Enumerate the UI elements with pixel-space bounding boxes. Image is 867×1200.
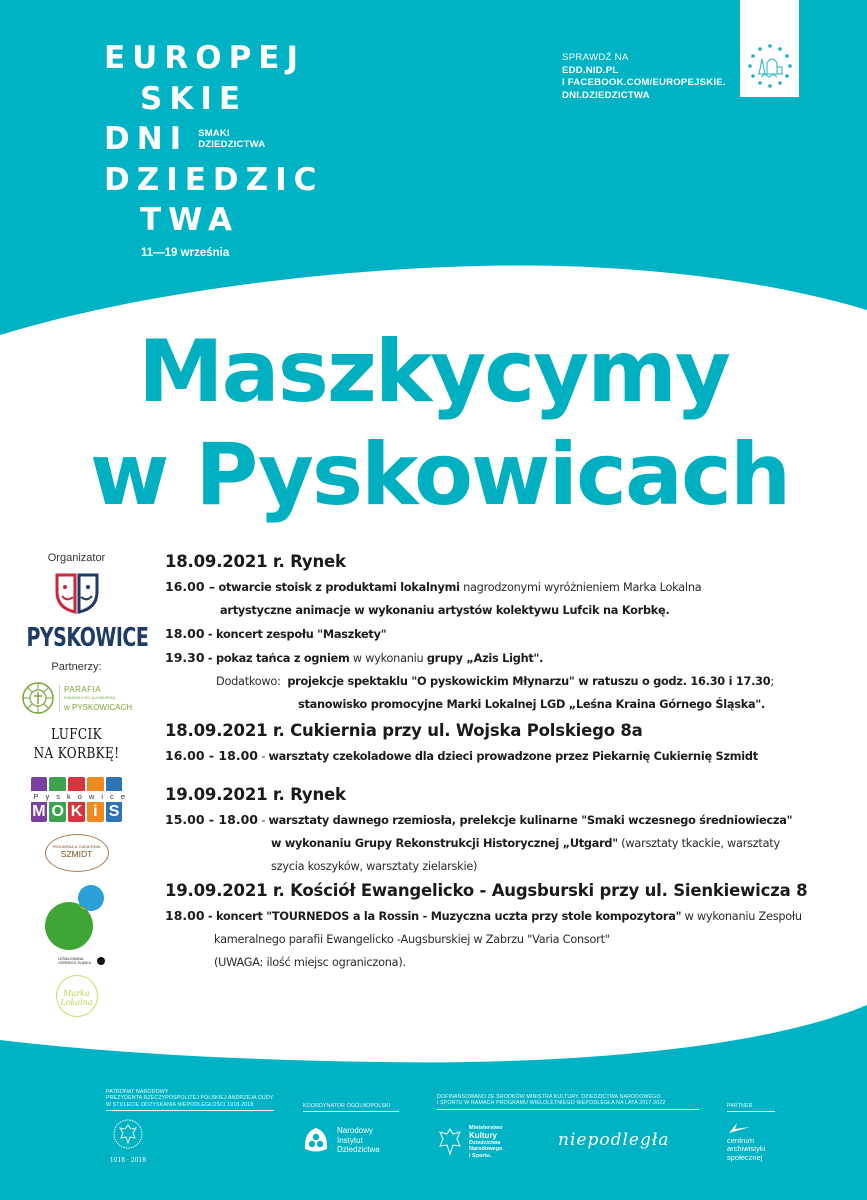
check-links [562, 52, 726, 102]
event-note: (UWAGA: ilość miejsc ograniczona). [214, 956, 406, 969]
theater-masks-icon [53, 572, 101, 616]
program-line [165, 599, 855, 622]
partners-label: Partnerzy: [51, 661, 102, 673]
program-line [165, 855, 855, 878]
event-title: warsztaty czekoladowe dla dzieci prowadzone przez Piekarnię Cukiernię Szmidt [268, 750, 758, 763]
program-line [165, 744, 855, 768]
event-title: projekcje spektaklu "O pyskowickim Młynarzu" w ratuszu o godz. 16.30 i 17.30 [287, 675, 771, 688]
szmidt-subtitle: PIEKARNIA & CUKIERNIA [52, 844, 101, 849]
edd-logo-line-2: SKIE [140, 80, 248, 117]
mokis-city: Pyskowice [33, 792, 132, 801]
edd-logo-line-5: TWA [140, 202, 239, 238]
event-time: 18.00 [165, 908, 205, 923]
check-label: SPRAWDŹ NA [562, 52, 629, 63]
centrum-archiwistyki-logo [727, 1122, 765, 1162]
program-line [165, 670, 855, 693]
patronat-logo [106, 1118, 150, 1164]
program-line [165, 832, 855, 855]
partner-header [727, 1103, 775, 1112]
lesna-name-1: LEŚNA KRAINA [58, 957, 84, 961]
sidebar-logos [14, 552, 149, 1017]
page-title-line-1: Maszkycymy [138, 322, 729, 422]
polish-eagle-seal-icon [112, 1118, 144, 1150]
event-time: 18.00 [165, 626, 205, 641]
event-note: w wykonaniu [352, 652, 424, 665]
marka-lokalna-logo [56, 975, 98, 1017]
ministerstwo-logo [437, 1125, 503, 1159]
event-title: warsztaty dawnego rzemiosła, prelekcje kulinarne "Smaki wczesnego średniowiecza" [268, 814, 793, 827]
mokis-letter: M [32, 803, 46, 820]
koordynator-label: KOORDYNATOR OGÓLNOPOLSKI [303, 1103, 399, 1112]
event-note: szycia koszyków, warsztaty zielarskie) [271, 860, 478, 873]
patronat-line-3: W STULECIE ODZYSKANIA NIEPODLEGŁOŚCI 1918-2018 [106, 1101, 254, 1108]
mokis-logo [31, 777, 132, 822]
nid-line-2: Instytut [337, 1135, 363, 1145]
program-line [165, 808, 855, 832]
lufcik-line-1: LUFCIK [50, 725, 103, 743]
nid-logo [303, 1126, 380, 1155]
lesna-kraina-logo [41, 882, 113, 954]
dofinansowano-header [437, 1094, 699, 1110]
page-title-line-2: w Pyskowicach [89, 425, 790, 525]
program-line [165, 575, 855, 599]
nid-line-1: Narodowy [337, 1126, 374, 1135]
parafia-name-3: w PYSKOWICACH [63, 702, 132, 712]
event-time: 15.00 - 18.00 [165, 812, 258, 827]
event-title: - koncert "TOURNEDOS a la Rossin - Muzyczna uczta przy stole kompozytora" [207, 910, 682, 923]
parafia-name-1: PARAFIA [63, 684, 102, 694]
program-line [165, 622, 855, 646]
link-facebook-cont[interactable]: DNI.DZIEDZICTWA [562, 89, 650, 101]
parafia-name-2: EWANGELICKO-AUGSBURSKA [63, 695, 116, 700]
event-performer: w wykonaniu Grupy Rekonstrukcji Historycznej „Utgard" [271, 837, 618, 850]
parafia-logo [14, 681, 139, 715]
centrum-line-1: centrum [727, 1135, 755, 1145]
edd-logo-line-3: DNI [104, 121, 189, 157]
event-note: (warsztaty tkackie, warsztaty [621, 837, 780, 850]
edd-subtitle [198, 128, 265, 150]
event-time: 19.30 [165, 650, 205, 665]
pyskowice-logo [26, 572, 149, 653]
event-performer: grupy „Azis Light". [426, 652, 544, 665]
nid-line-3: Dziedzictwa [337, 1145, 380, 1154]
patronat-years: 1918 · 2018 [109, 1157, 147, 1164]
edd-logo-line-1: EUROPEJ [104, 40, 306, 76]
extra-label: Dodatkowo: [216, 675, 281, 688]
lesna-name-2: GÓRNEGO ŚLĄSKA [58, 961, 91, 965]
mkd-line-3: Dziedzictwa [469, 1139, 501, 1146]
section-heading: 18.09.2021 r. Rynek [165, 552, 346, 571]
centrum-line-3: społecznej [727, 1152, 763, 1162]
event-title: otwarcie stoisk z produktami lokalnymi [218, 581, 460, 594]
event-title: artystyczne animacje w wykonaniu artystów kolektywu Lufcik na Korbkę. [220, 604, 670, 617]
patronat-header [106, 1089, 274, 1111]
dash: - [261, 814, 266, 827]
dofinansowano-line-2: I SPORTU W RAMACH PROGRAMU WIELOLETNIEGO NIEPODLEGŁA NA LATA 2017-2022 [437, 1100, 666, 1107]
mokis-letter: K [68, 802, 85, 822]
link-facebook[interactable]: I FACEBOOK.COM/EUROPEJSKIE. [562, 77, 726, 88]
nid-trefoil-icon [303, 1127, 329, 1153]
organizer-name: PYSKOWICE [26, 623, 149, 653]
dofinansowano-line-1: DOFINANSOWANO ZE ŚRODKÓW MINISTRA KULTURY, DZIEDZICTWA NARODOWEGO [437, 1094, 661, 1100]
szmidt-logo [45, 834, 109, 872]
marka-line-2: Lokalna [60, 998, 93, 1007]
dash: - [261, 750, 266, 763]
mokis-letter: O [49, 802, 66, 822]
partner-label: PARTNER [727, 1103, 775, 1112]
program-line [165, 904, 855, 928]
mkd-line-5: i Sportu. [469, 1152, 492, 1159]
edd-logo-line-4: DZIEDZIC [104, 161, 324, 198]
program-line [165, 951, 855, 974]
section-heading: 19.09.2021 r. Rynek [165, 785, 346, 804]
event-title: - pokaz tańca z ogniem [207, 652, 350, 665]
mkd-line-1: Ministerstwo [469, 1125, 503, 1131]
arrow-swoosh-icon [727, 1122, 751, 1134]
luther-rose-icon [21, 681, 55, 715]
centrum-line-2: archiwistyki [727, 1144, 766, 1153]
event-title: stanowisko promocyjne Marki Lokalnej LGD „Leśna Kraina Górnego Śląska". [298, 698, 766, 711]
program-line [165, 928, 855, 951]
lufcik-line-2: NA KORBKĘ! [33, 744, 120, 762]
program-line [165, 646, 855, 670]
eagle-emblem-icon [437, 1126, 463, 1158]
event-program [165, 549, 855, 974]
lufcik-logo [27, 725, 127, 763]
koordynator-header [303, 1103, 399, 1112]
event-note: nagrodzonymi wyróżnieniem Marka Lokalna [463, 581, 702, 594]
eu-stars-castle-icon [745, 41, 795, 91]
mkd-line-4: Narodowego [469, 1146, 503, 1152]
lesna-kraina-circles-icon [41, 882, 113, 954]
edd-subtitle-2: DZIEDZICTWA [198, 139, 266, 151]
edd-logo [104, 38, 323, 259]
mokis-letter: i [87, 802, 104, 822]
organizer-label: Organizator [47, 552, 106, 564]
patronat-line-2: PREZYDENTA RZECZYPOSPOLITEJ POLSKIEJ ANDRZEJA DUDY [106, 1095, 274, 1102]
punctuation: ; [770, 675, 774, 688]
link-edd-nid[interactable]: EDD.NID.PL [562, 64, 619, 76]
mokis-letter: S [106, 802, 123, 822]
edd-dates: 11—19 września [141, 246, 230, 259]
program-line [165, 693, 855, 716]
section-heading: 19.09.2021 r. Kościół Ewangelicko - Augsburski przy ul. Sienkiewicza 8 [165, 881, 808, 900]
niepodlegla-logo: niepodległa [558, 1130, 670, 1150]
marka-line-1: Marka [63, 989, 90, 998]
black-dot-icon [97, 957, 105, 965]
szmidt-name: SZMIDT [60, 849, 93, 859]
event-note: kameralnego parafii Ewangelicko -Augsburskiej w Zabrzu "Varia Consort" [214, 933, 610, 946]
section-heading: 18.09.2021 r. Cukiernia przy ul. Wojska Polskiego 8a [165, 721, 643, 740]
event-note: w wykonaniu Zespołu [684, 910, 802, 923]
eu-heritage-logo [740, 0, 799, 97]
edd-subtitle-1: SMAKI [198, 128, 230, 140]
event-title: - koncert zespołu "Maszkety" [207, 628, 387, 641]
patronat-line-1: PATRONAT NARODOWY [106, 1089, 169, 1095]
event-time: 16.00 - 18.00 [165, 748, 258, 763]
mkd-line-2: Kultury [469, 1130, 497, 1140]
event-time: 16.00 – [165, 579, 216, 594]
